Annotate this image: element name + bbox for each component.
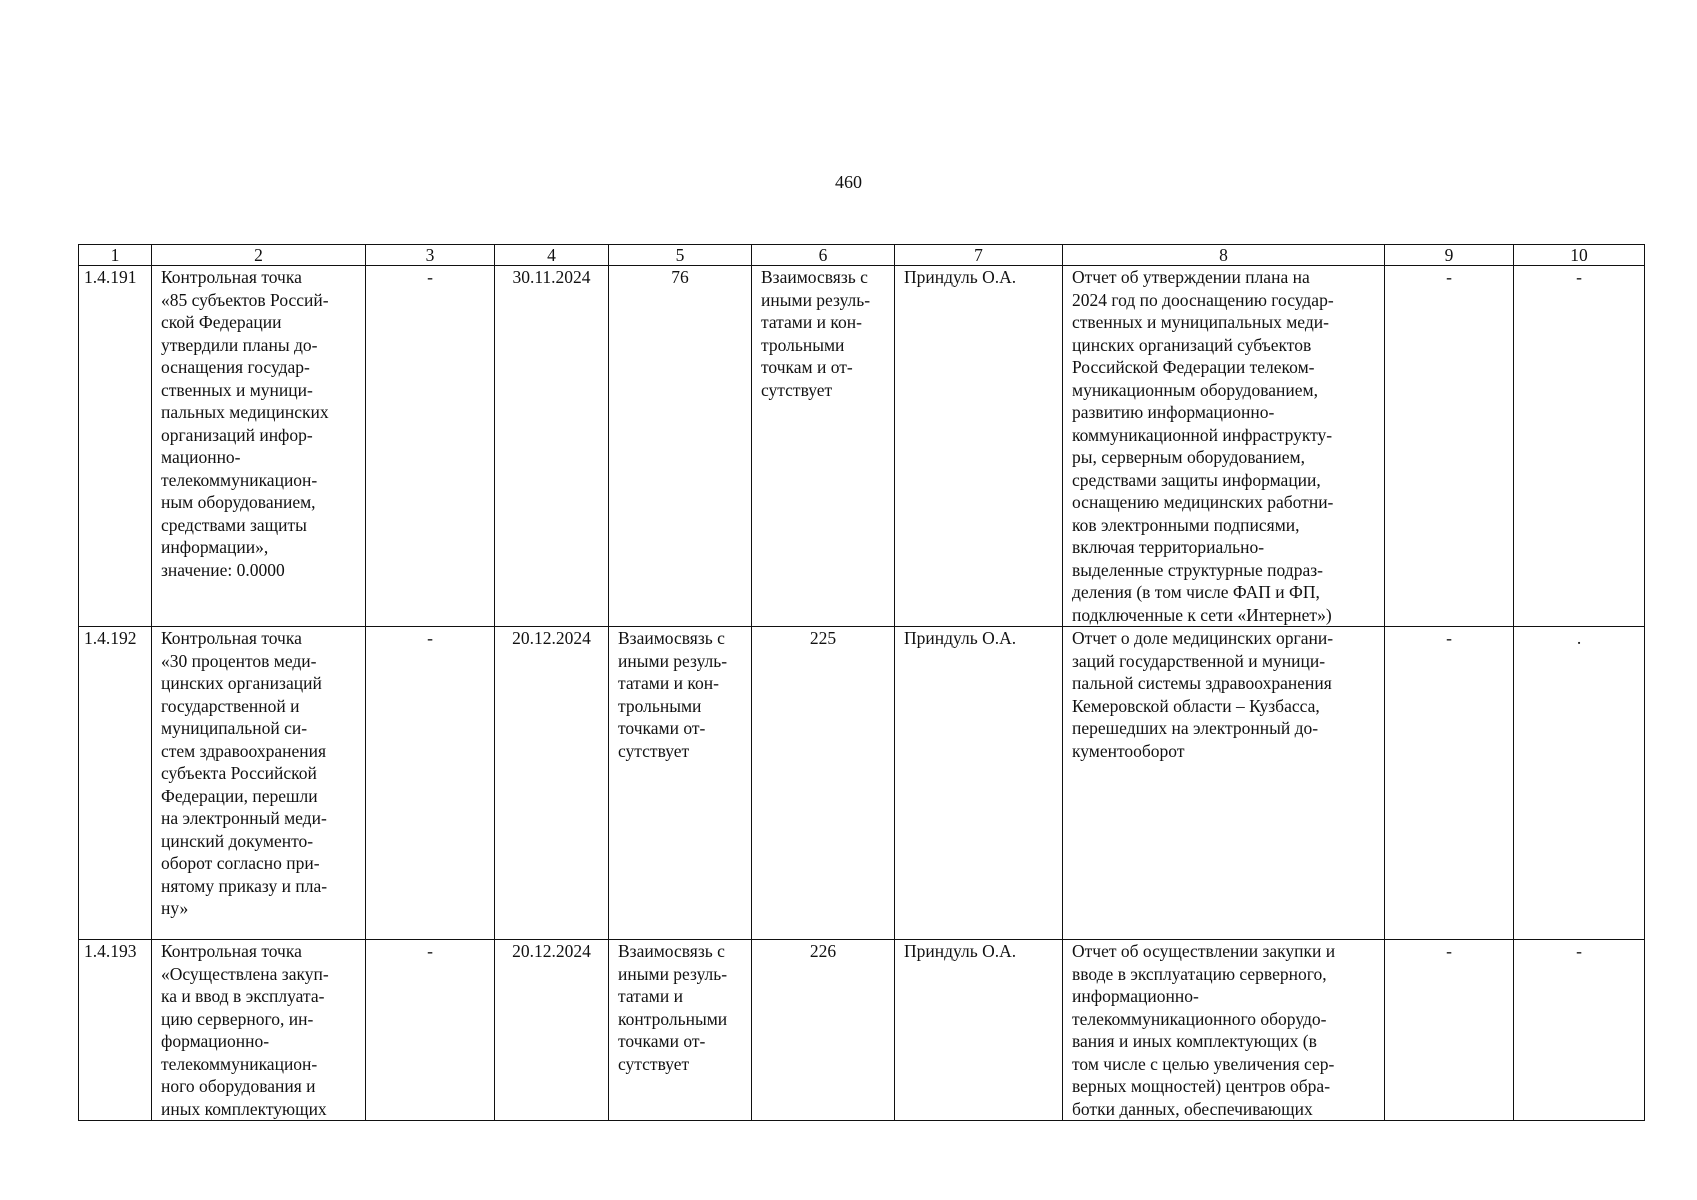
report-line: подключенные к сети «Интернет») <box>1072 604 1332 625</box>
report-line: Кемеровской области – Кузбасса, <box>1072 695 1320 716</box>
description-line: значение: 0.0000 <box>161 559 285 580</box>
report-line: выделенные структурные подраз- <box>1072 559 1323 580</box>
description-line: иных комплектующих <box>161 1098 327 1119</box>
description-line: нятому приказу и пла- <box>161 875 328 896</box>
col5-line: сутствует <box>618 1053 690 1074</box>
col5-cell <box>609 627 752 940</box>
col10-cell: - <box>1514 940 1645 1121</box>
report-line: пальной системы здравоохранения <box>1072 673 1332 693</box>
col6-line: 225 <box>809 628 837 648</box>
col5-line: татами и кон- <box>618 673 719 693</box>
description-line: ну» <box>161 898 189 918</box>
column-header: 4 <box>495 245 609 266</box>
report-line: ков электронными подписями, <box>1072 514 1300 535</box>
description-line: утвердили планы до- <box>161 334 318 355</box>
report-line: ры, серверным оборудованием, <box>1072 447 1305 467</box>
report-line: ственных и муниципальных меди- <box>1072 312 1329 332</box>
report-line: верных мощностей) центров обра- <box>1072 1076 1331 1096</box>
description-line: цию серверного, ин- <box>161 1008 314 1029</box>
description-line: Контрольная точка <box>161 941 302 961</box>
description-line: телекоммуникацион- <box>161 469 318 490</box>
col9-cell: - <box>1385 266 1514 627</box>
col5-line: точками от- <box>618 718 706 738</box>
col10-cell: - <box>1514 266 1645 627</box>
table-row <box>79 627 1645 940</box>
col5-line: иными резуль- <box>618 650 728 671</box>
column-header: 10 <box>1514 245 1645 266</box>
col5-line: Взаимосвязь с <box>618 628 725 648</box>
description-cell <box>152 266 366 627</box>
col5-line: иными резуль- <box>618 963 728 984</box>
report-line: том числе с целью увеличения сер- <box>1072 1053 1335 1074</box>
date-cell: 30.11.2024 <box>495 266 609 627</box>
col6-line: иными резуль- <box>761 289 871 310</box>
col5-line: точками от- <box>618 1031 706 1051</box>
description-line: ным оборудованием, <box>161 492 316 512</box>
report-line: коммуникационной инфраструкту- <box>1072 424 1333 445</box>
report-cell <box>1063 266 1385 627</box>
col5-line: сутствует <box>618 740 690 761</box>
description-line: стем здравоохранения <box>161 740 327 761</box>
col6-line: 226 <box>809 941 837 961</box>
report-line: Отчет о доле медицинских органи- <box>1072 628 1334 648</box>
report-line: 2024 год по дооснащению государ- <box>1072 289 1334 310</box>
report-line: средствами защиты информации, <box>1072 469 1321 490</box>
report-line: Отчет об осуществлении закупки и <box>1072 941 1336 961</box>
control-points-table <box>78 244 1645 1121</box>
report-line: деления (в том числе ФАП и ФП, <box>1072 582 1320 602</box>
report-line: включая территориально- <box>1072 537 1265 557</box>
report-line: вводе в эксплуатацию серверного, <box>1072 963 1327 984</box>
date-cell: 20.12.2024 <box>495 940 609 1121</box>
description-line: Федерации, перешли <box>161 785 318 806</box>
col6-line: трольными <box>761 334 845 355</box>
column-header: 5 <box>609 245 752 266</box>
description-line: «Осуществлена закуп- <box>161 963 329 984</box>
col3-cell: - <box>366 627 495 940</box>
col6-cell <box>752 940 895 1121</box>
report-line: заций государственной и муници- <box>1072 650 1326 671</box>
report-line: Отчет об утверждении плана на <box>1072 267 1310 287</box>
row-number: 1.4.191 <box>79 266 152 627</box>
responsible-cell: Приндуль О.А. <box>895 940 1063 1121</box>
description-line: мационно- <box>161 447 241 467</box>
col6-line: татами и кон- <box>761 312 862 332</box>
col5-line: трольными <box>618 695 702 716</box>
description-line: ственных и муници- <box>161 379 313 400</box>
col6-line: Взаимосвязь с <box>761 267 868 287</box>
description-cell <box>152 940 366 1121</box>
column-header: 8 <box>1063 245 1385 266</box>
col6-line: точкам и от- <box>761 357 853 377</box>
page-number: 460 <box>835 172 862 192</box>
report-line: Российской Федерации телеком- <box>1072 357 1315 377</box>
col5-cell <box>609 940 752 1121</box>
description-line: формационно- <box>161 1031 270 1051</box>
report-line: оснащению медицинских работни- <box>1072 492 1334 512</box>
report-line: информационно- <box>1072 986 1199 1006</box>
description-line: организаций инфор- <box>161 424 313 445</box>
col5-line: контрольными <box>618 1008 728 1029</box>
col3-cell: - <box>366 940 495 1121</box>
report-cell <box>1063 940 1385 1121</box>
description-line: оснащения государ- <box>161 357 310 377</box>
report-line: развитию информационно- <box>1072 402 1275 422</box>
col5-line: 76 <box>671 267 689 287</box>
report-line: ботки данных, обеспечивающих <box>1072 1098 1313 1119</box>
report-line: вания и иных комплектующих (в <box>1072 1031 1317 1051</box>
col5-line: Взаимосвязь с <box>618 941 725 961</box>
responsible-cell: Приндуль О.А. <box>895 266 1063 627</box>
description-line: государственной и <box>161 695 300 716</box>
column-header: 3 <box>366 245 495 266</box>
description-line: цинских организаций <box>161 673 322 693</box>
col6-cell <box>752 266 895 627</box>
column-header: 9 <box>1385 245 1514 266</box>
description-line: ного оборудования и <box>161 1076 316 1096</box>
description-cell <box>152 627 366 940</box>
description-line: Контрольная точка <box>161 267 302 287</box>
column-header: 6 <box>752 245 895 266</box>
row-number: 1.4.192 <box>79 627 152 940</box>
report-line: перешедших на электронный до- <box>1072 718 1319 738</box>
row-number: 1.4.193 <box>79 940 152 1121</box>
col5-cell <box>609 266 752 627</box>
report-line: телекоммуникационного оборудо- <box>1072 1008 1327 1029</box>
column-header: 7 <box>895 245 1063 266</box>
description-line: информации», <box>161 537 269 557</box>
description-line: оборот согласно при- <box>161 853 320 873</box>
table-row <box>79 940 1645 1121</box>
col6-line: сутствует <box>761 379 833 400</box>
col3-cell: - <box>366 266 495 627</box>
description-line: «30 процентов меди- <box>161 650 317 671</box>
description-line: ка и ввод в эксплуата- <box>161 986 325 1006</box>
description-line: пальных медицинских <box>161 402 329 422</box>
col6-cell <box>752 627 895 940</box>
responsible-cell: Приндуль О.А. <box>895 627 1063 940</box>
description-line: средствами защиты <box>161 514 307 535</box>
description-line: телекоммуникацион- <box>161 1053 318 1074</box>
description-line: Контрольная точка <box>161 628 302 648</box>
description-line: цинский документо- <box>161 830 314 851</box>
column-header: 1 <box>79 245 152 266</box>
table-row <box>79 266 1645 627</box>
description-line: субъекта Российской <box>161 763 317 783</box>
date-cell: 20.12.2024 <box>495 627 609 940</box>
col9-cell: - <box>1385 940 1514 1121</box>
col5-line: татами и <box>618 986 683 1006</box>
description-line: муниципальной си- <box>161 718 308 738</box>
description-line: на электронный меди- <box>161 808 327 828</box>
description-line: ской Федерации <box>161 312 282 332</box>
column-header: 2 <box>152 245 366 266</box>
description-line: «85 субъектов Россий- <box>161 289 329 310</box>
col9-cell: - <box>1385 627 1514 940</box>
col10-cell: . <box>1514 627 1645 940</box>
report-line: кументооборот <box>1072 740 1185 761</box>
report-cell <box>1063 627 1385 940</box>
report-line: цинских организаций субъектов <box>1072 334 1312 355</box>
header-row <box>79 245 1645 266</box>
report-line: муникационным оборудованием, <box>1072 379 1318 400</box>
